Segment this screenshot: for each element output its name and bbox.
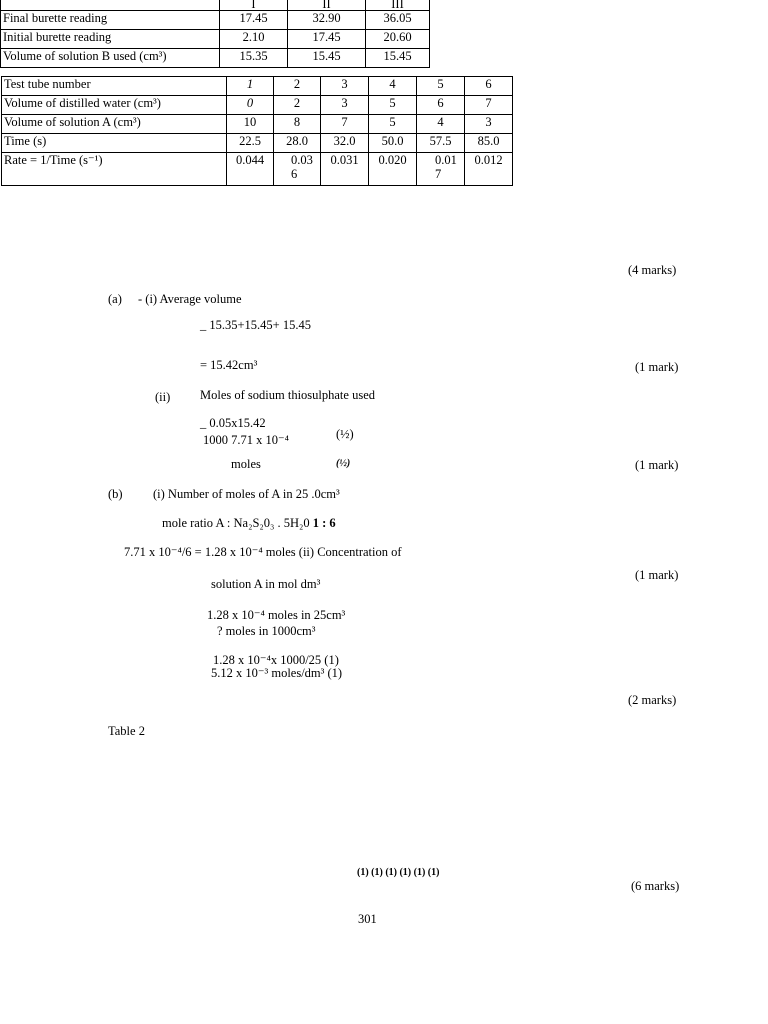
- marks-4: (4 marks): [628, 263, 677, 277]
- table-cell: 57.5: [417, 134, 465, 153]
- table-cell: 22.5: [227, 134, 274, 153]
- table-row: [1, 48, 430, 67]
- table-cell: 1: [227, 77, 274, 96]
- table-row: [1, 29, 430, 48]
- table-cell: 0.017: [417, 153, 465, 186]
- table-cell: 20.60: [366, 29, 430, 48]
- half-mark-2: (½): [336, 458, 351, 469]
- table-header-cell: III: [366, 0, 430, 10]
- table-2-label: Table 2: [108, 724, 145, 738]
- table-row: [2, 115, 513, 134]
- concentration-step-3: 1.28 x 10⁻⁴x 1000/25 (1): [213, 653, 339, 667]
- average-volume-heading: - (i) Average volume: [138, 292, 242, 306]
- table-cell: Rate = 1/Time (s⁻¹): [2, 153, 227, 186]
- table-cell: 15.35: [220, 48, 288, 67]
- mole-ratio-line: [162, 516, 336, 530]
- table-cell: Volume of distilled water (cm³): [2, 96, 227, 115]
- table-cell: 0.020: [369, 153, 417, 186]
- table-cell: 17.45: [288, 29, 366, 48]
- table-cell: 0.012: [465, 153, 513, 186]
- table-header-cell: I: [220, 0, 288, 10]
- marks-6: (6 marks): [631, 879, 680, 893]
- table-cell: 85.0: [465, 134, 513, 153]
- burette-table: [0, 0, 430, 68]
- table-row: [2, 96, 513, 115]
- moles-calculation: 7.71 x 10⁻⁴/6 = 1.28 x 10⁻⁴ moles (ii) Concentration of: [124, 545, 402, 559]
- table-row: [1, 10, 430, 29]
- table-cell: 2: [274, 77, 321, 96]
- table-cell: 6: [417, 96, 465, 115]
- table-cell: 5: [369, 115, 417, 134]
- table-cell: 32.0: [321, 134, 369, 153]
- marks-1: (1 mark): [635, 360, 679, 374]
- table-cell: 0.031: [321, 153, 369, 186]
- table-cell: 15.45: [288, 48, 366, 67]
- moles-expression-top: _ 0.05x15.42: [200, 416, 266, 430]
- rate-table: [1, 76, 513, 186]
- table-cell: 32.90: [288, 10, 366, 29]
- table-cell: 50.0: [369, 134, 417, 153]
- moles-of-a-heading: (i) Number of moles of A in 25 .0cm³: [153, 487, 340, 501]
- table-cell: 0.044: [227, 153, 274, 186]
- table-row: [2, 77, 513, 96]
- table-cell: 7: [321, 115, 369, 134]
- table-cell: Test tube number: [2, 77, 227, 96]
- table-cell: 10: [227, 115, 274, 134]
- concentration-step-1: 1.28 x 10⁻⁴ moles in 25cm³: [207, 608, 346, 622]
- marks-row: (1) (1) (1) (1) (1) (1): [357, 867, 440, 878]
- table-row: [2, 153, 513, 186]
- mole-ratio-text: mole ratio A : Na₂S₂0₃ . 5H₂0: [162, 516, 310, 530]
- table-cell: 0.036: [274, 153, 321, 186]
- table-cell: 4: [369, 77, 417, 96]
- table-cell: 2.10: [220, 29, 288, 48]
- marks-1: (1 mark): [635, 568, 679, 582]
- mole-ratio-value: 1 : 6: [312, 516, 336, 530]
- average-result: = 15.42cm³: [200, 358, 258, 372]
- part-a-label: (a): [108, 292, 122, 306]
- table-cell: 3: [321, 96, 369, 115]
- table-cell: 5: [369, 96, 417, 115]
- table-cell: 6: [465, 77, 513, 96]
- table-cell: Volume of solution B used (cm³): [1, 48, 220, 67]
- table-cell: 8: [274, 115, 321, 134]
- table-cell: Time (s): [2, 134, 227, 153]
- table-row: [2, 134, 513, 153]
- table-cell: 36.05: [366, 10, 430, 29]
- concentration-heading: solution A in mol dm³: [211, 577, 321, 591]
- table-cell: 0: [227, 96, 274, 115]
- table-cell: Final burette reading: [1, 10, 220, 29]
- moles-expression-bottom: 1000 7.71 x 10⁻⁴: [203, 433, 289, 447]
- marks-2: (2 marks): [628, 693, 677, 707]
- part-ii-label: (ii): [155, 390, 171, 404]
- table-cell: 4: [417, 115, 465, 134]
- table-cell: 5: [417, 77, 465, 96]
- concentration-step-2: ? moles in 1000cm³: [217, 624, 316, 638]
- moles-heading: Moles of sodium thiosulphate used: [200, 388, 375, 402]
- moles-word: moles: [231, 457, 261, 471]
- table-cell: Initial burette reading: [1, 29, 220, 48]
- part-b-label: (b): [108, 487, 123, 501]
- average-expression: _ 15.35+15.45+ 15.45: [200, 318, 311, 332]
- page-number: 301: [358, 912, 377, 926]
- half-mark: (½): [336, 427, 354, 441]
- marks-1: (1 mark): [635, 458, 679, 472]
- table-cell: Volume of solution A (cm³): [2, 115, 227, 134]
- table-cell: 3: [465, 115, 513, 134]
- table-cell: 28.0: [274, 134, 321, 153]
- table-cell: 2: [274, 96, 321, 115]
- concentration-result: 5.12 x 10⁻³ moles/dm³ (1): [211, 666, 343, 680]
- table-header-cell: II: [288, 0, 366, 10]
- table-cell: 17.45: [220, 10, 288, 29]
- table-cell: 7: [465, 96, 513, 115]
- table-cell: 15.45: [366, 48, 430, 67]
- table-cell: 3: [321, 77, 369, 96]
- table-row: [1, 0, 430, 10]
- table-header-cell: [1, 0, 220, 10]
